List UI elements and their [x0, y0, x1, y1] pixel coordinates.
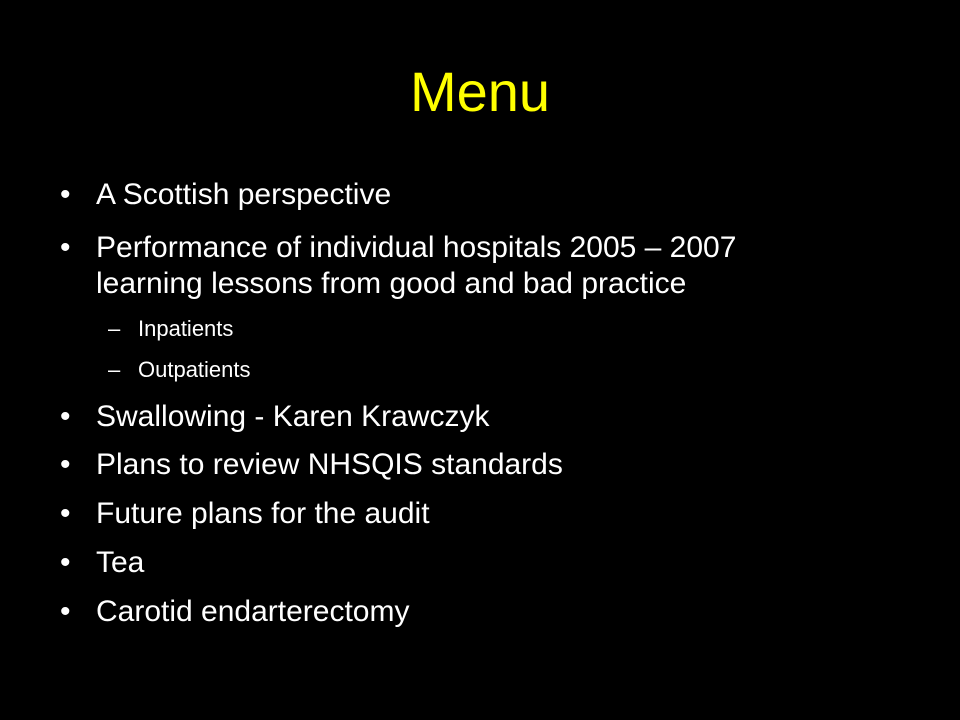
bullet-text: Tea [96, 546, 145, 579]
sub-bullet-text: Inpatients [138, 316, 234, 341]
bullet-icon: • [60, 178, 71, 211]
bullet-icon: • [60, 595, 71, 628]
bullet-icon: • [60, 231, 71, 264]
dash-icon: – [108, 316, 121, 341]
dash-icon: – [108, 357, 121, 382]
bullet-text: Future plans for the audit [96, 497, 430, 530]
bullet-icon: • [60, 497, 71, 530]
bullet-text-line-2: learning lessons from good and bad practice [96, 267, 687, 300]
bullet-text-line-1: Performance of individual hospitals 2005 – 2007 [96, 231, 737, 264]
bullet-text: Swallowing - Karen Krawczyk [96, 400, 490, 433]
sub-bullet-text: Outpatients [138, 357, 251, 382]
bullet-icon: • [60, 400, 71, 433]
bullet-text: Carotid endarterectomy [96, 595, 410, 628]
bullet-icon: • [60, 448, 71, 481]
slide-title: Menu [409, 60, 551, 123]
bullet-text: Plans to review NHSQIS standards [96, 448, 563, 481]
bullet-icon: • [60, 546, 71, 579]
bullet-text: A Scottish perspective [96, 178, 392, 211]
